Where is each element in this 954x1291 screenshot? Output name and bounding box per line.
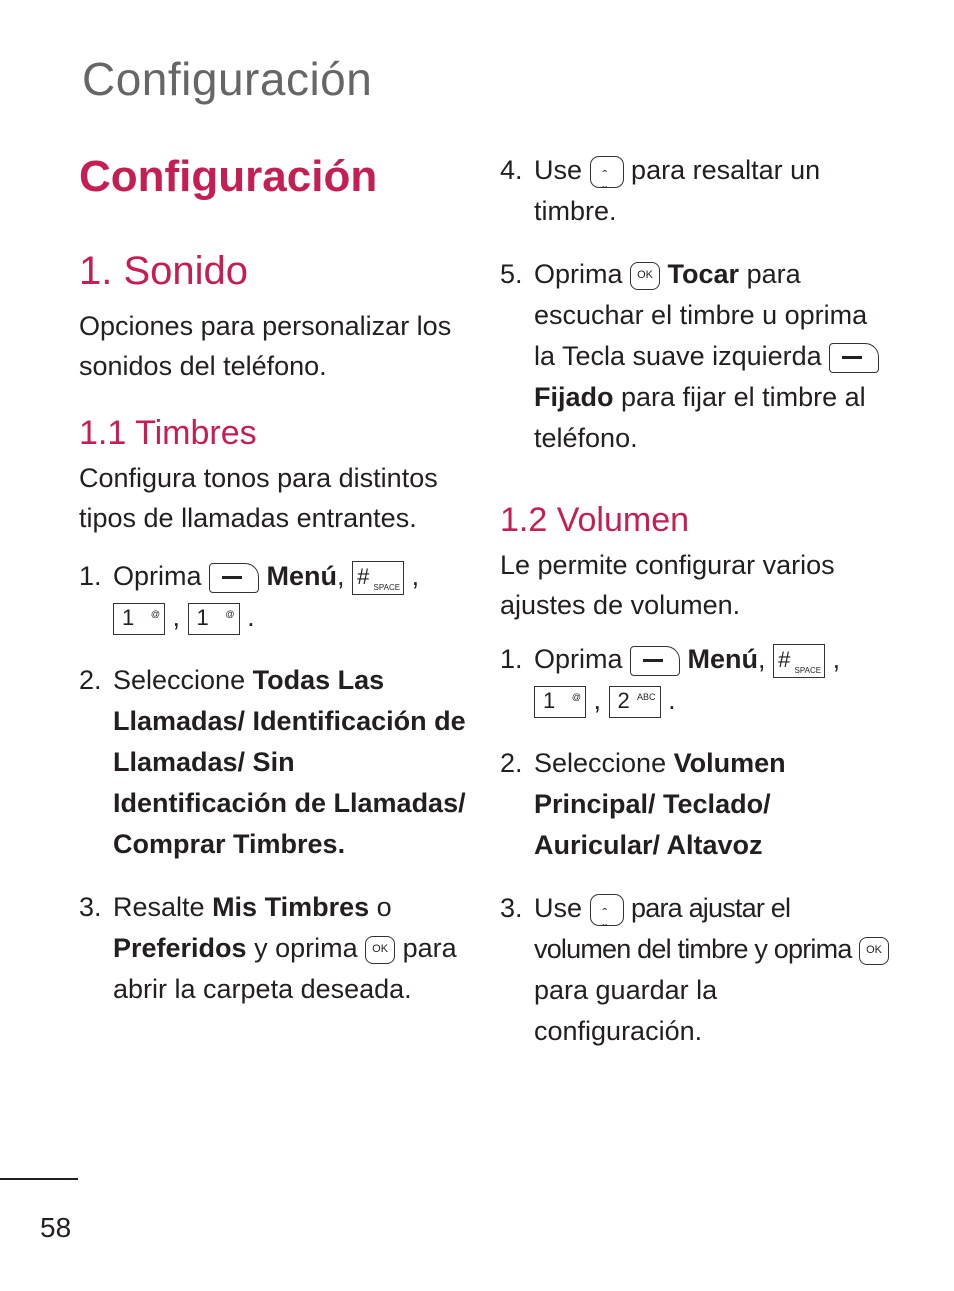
step-number: 1. [500, 644, 523, 674]
section-intro: Opciones para personalizar los sonidos del teléfono. [79, 311, 452, 381]
menu-label: Menú [266, 561, 338, 591]
option-preferidos: Preferidos [113, 933, 247, 963]
separator: , [411, 561, 420, 591]
nav-key-icon [590, 156, 624, 188]
key-digit: 1 [196, 604, 209, 630]
timbres-step-1 [79, 556, 469, 638]
timbres-step-2 [79, 660, 469, 865]
timbres-heading: 1.1 Timbres [79, 414, 257, 452]
volumen-intro: Le permite configurar varios ajustes de volumen. [500, 550, 835, 620]
key-sub: @ [150, 608, 160, 619]
key-digit: 1 [543, 687, 556, 713]
left-soft-key-icon [209, 563, 259, 593]
step-text: para resaltar un timbre. [534, 155, 821, 226]
step-number: 2. [79, 665, 102, 695]
separator: , [832, 644, 841, 674]
step-number: 2. [500, 748, 523, 778]
page-title: Configuración [79, 152, 378, 201]
key-1-icon [534, 686, 586, 718]
hash-glyph: # [357, 563, 370, 589]
separator: , [758, 644, 766, 674]
separator: , [337, 561, 345, 591]
key-1-icon [113, 603, 165, 635]
step-text: para fijar el timbre al teléfono. [534, 382, 866, 453]
volumen-step-1 [500, 639, 890, 721]
page-number: 58 [40, 1212, 72, 1243]
step-text: Use [534, 893, 583, 923]
left-soft-key-icon [630, 646, 680, 676]
separator: , [172, 602, 181, 632]
ok-key-icon [630, 262, 660, 290]
ok-glyph: OK [866, 943, 883, 956]
timbres-intro: Configura tonos para distintos tipos de llamadas entrantes. [79, 463, 438, 533]
key-sub: @ [571, 691, 581, 702]
timbres-step-4 [500, 150, 890, 232]
right-column [500, 150, 890, 1074]
step-number: 1. [79, 561, 102, 591]
left-column [79, 150, 469, 1032]
hash-glyph: # [778, 646, 791, 672]
footer-rule [0, 1178, 78, 1180]
step-number: 4. [500, 155, 523, 185]
menu-label: Menú [687, 644, 759, 674]
step-text: o [376, 892, 392, 922]
step-text: para guardar la configuración. [534, 975, 718, 1046]
section-heading: 1. Sonido [79, 249, 249, 293]
step-text: Oprima [534, 259, 623, 289]
key-digit: 2 [617, 687, 630, 713]
key-sub: ABC [637, 691, 656, 702]
ok-glyph: OK [637, 268, 653, 281]
separator: , [593, 685, 602, 715]
key-1-icon [188, 603, 240, 635]
running-head: Configuración [82, 53, 373, 105]
step-text: Oprima [113, 561, 202, 591]
nav-key-icon [590, 894, 624, 926]
hash-sub: SPACE [794, 665, 822, 675]
period: . [247, 602, 255, 632]
timbres-step-5 [500, 254, 890, 459]
step-number: 5. [500, 259, 523, 289]
key-digit: 1 [122, 604, 135, 630]
step-number: 3. [500, 893, 523, 923]
menu-path: Todas Las Llamadas/ Identificación de Llamadas/ Sin Identificación de Llamadas/ Comprar Timbres. [113, 665, 466, 859]
step-text: para ajustar el volumen del timbre y oprima [534, 893, 852, 964]
step-number: 3. [79, 892, 102, 922]
volumen-heading: 1.2 Volumen [500, 501, 690, 539]
hash-key-icon [352, 561, 404, 595]
option-mis-timbres: Mis Timbres [212, 892, 370, 922]
step-text: para escuchar el timbre u oprima la Tecla suave izquierda [534, 259, 868, 371]
step-text: Seleccione [113, 665, 246, 695]
step-text: Use [534, 155, 583, 185]
key-2-icon [609, 686, 661, 718]
hash-key-icon [773, 644, 825, 678]
left-soft-key-icon [829, 343, 879, 373]
step-text: para abrir la carpeta deseada. [113, 933, 457, 1004]
menu-path: Volumen Principal/ Teclado/ Auricular/ Altavoz [534, 748, 786, 860]
step-text: Seleccione [534, 748, 667, 778]
volumen-step-3 [500, 888, 890, 1052]
period: . [668, 685, 676, 715]
timbres-step-3 [79, 887, 469, 1010]
option-tocar: Tocar [667, 259, 740, 289]
key-sub: @ [225, 608, 235, 619]
option-fijado: Fijado [534, 382, 614, 412]
step-text: Resalte [113, 892, 205, 922]
ok-glyph: OK [372, 942, 389, 955]
volumen-step-2 [500, 743, 890, 866]
step-text: Oprima [534, 644, 623, 674]
step-text: y oprima [254, 933, 358, 963]
ok-key-icon [365, 936, 395, 964]
ok-key-icon [859, 937, 889, 965]
hash-sub: SPACE [373, 582, 401, 592]
